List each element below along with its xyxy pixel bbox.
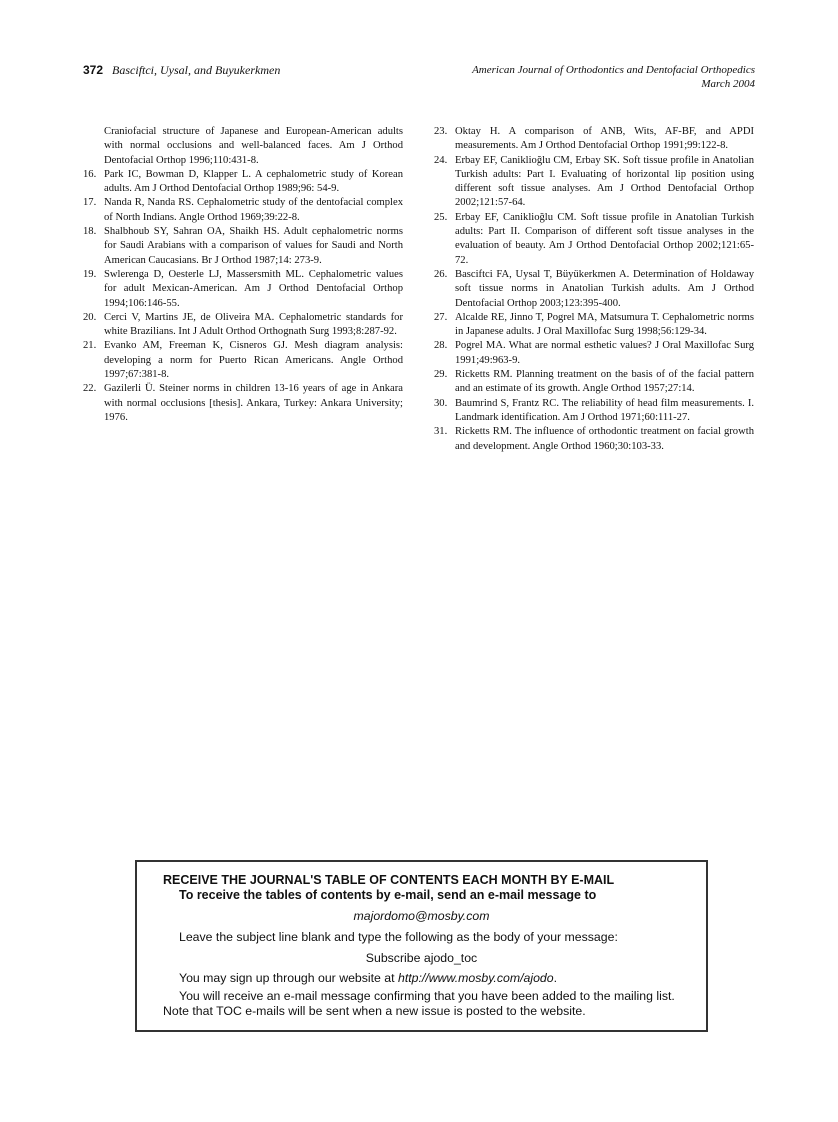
reference-text: Alcalde RE, Jinno T, Pogrel MA, Matsumura T. Cephalometric norms in Japanese adults. J Oral Maxillofac Surg 1998;56:129-34.: [455, 311, 754, 338]
reference-text: Erbay EF, Caniklioğlu CM, Erbay SK. Soft tissue profile in Anatolian Turkish adults: Part I. Evaluating of horizontal lip position using different soft tissue analyses. Am J Orthod Dentofacial Orthop 2002;121:57-64.: [455, 154, 754, 209]
reference-item: [434, 268, 754, 311]
website-prefix: You may sign up through our website at: [179, 971, 398, 985]
reference-text: Gazilerli Ü. Steiner norms in children 13-16 years of age in Ankara with normal occlusions [thesis]. Ankara, Turkey: Ankara University; 1976.: [104, 383, 403, 423]
reference-item: [434, 339, 754, 368]
reference-number: 26.: [434, 268, 448, 280]
reference-text: Erbay EF, Caniklioğlu CM. Soft tissue profile in Anatolian Turkish adults: Part II. Comparison of different soft tissue analyses in the evaluation of beauty. Am J Orthod Dentofacial Orthop 2002;121:65-72.: [455, 211, 754, 266]
reference-item: [434, 311, 754, 340]
issue-date: March 2004: [701, 78, 755, 90]
reference-item: [434, 125, 754, 154]
reference-item: [83, 196, 403, 225]
reference-number: 31.: [434, 426, 448, 438]
reference-text: Craniofacial structure of Japanese and European-American adults with normal occlusions and well-balanced faces. Am J Orthod Dentofacial Orthop 1996;110:431-8.: [104, 126, 403, 166]
instruction-text: Leave the subject line blank and type the following as the body of your message:: [179, 930, 618, 944]
box-subtitle: To receive the tables of contents by e-mail, send an e-mail message to: [179, 888, 597, 902]
website-line: [179, 971, 557, 985]
references-left-column: [83, 125, 403, 425]
reference-item: [83, 268, 403, 311]
reference-text: Basciftci FA, Uysal T, Büyükerkmen A. Determination of Holdaway soft tissue norms in Anatolian Turkish adults. Am J Orthod Dentofacial Orthop 2003;123:395-400.: [455, 268, 754, 309]
reference-number: 24.: [434, 154, 448, 166]
website-suffix: .: [553, 971, 558, 985]
reference-item: [83, 225, 403, 268]
reference-item: [83, 125, 403, 168]
confirmation-text: You will receive an e-mail message confirming that you have been added to the mailing list. Note that TOC e-mails will be sent when a new issue is posted to the website.: [163, 989, 675, 1018]
reference-item: [83, 311, 403, 340]
journal-title: American Journal of Orthodontics and Dentofacial Orthopedics: [472, 64, 755, 76]
reference-number: 29.: [434, 369, 448, 381]
toc-email-box: [135, 860, 708, 1032]
reference-text: Ricketts RM. The influence of orthodontic treatment on facial growth and development. Angle Orthod 1960;30:103-33.: [455, 426, 754, 452]
reference-text: Evanko AM, Freeman K, Cisneros GJ. Mesh diagram analysis: developing a norm for Puerto Rican Americans. Angle Orthod 1997;67:381-8.: [104, 340, 403, 381]
reference-number: 20.: [83, 311, 97, 323]
page-number: 372: [83, 63, 104, 77]
reference-number: 23.: [434, 126, 448, 137]
email-address[interactable]: majordomo@mosby.com: [353, 909, 490, 923]
reference-text: Park IC, Bowman D, Klapper L. A cephalometric study of Korean adults. Am J Orthod Dentofacial Orthop 1989;96: 54-9.: [104, 168, 403, 195]
reference-item: [434, 154, 754, 211]
reference-number: 21.: [83, 340, 97, 352]
reference-number: 17.: [83, 197, 97, 209]
reference-item: [434, 397, 754, 426]
authors: Basciftci, Uysal, and Buyukerkmen: [112, 63, 281, 77]
reference-text: Nanda R, Nanda RS. Cephalometric study of the dentofacial complex of North Indians. Angle Orthod 1969;39:22-8.: [104, 197, 403, 223]
reference-text: Cerci V, Martins JE, de Oliveira MA. Cephalometric standards for white Brazilians. Int J Adult Orthod Orthognath Surg 1993;8:287-92.: [104, 311, 403, 338]
reference-text: Pogrel MA. What are normal esthetic values? J Oral Maxillofac Surg 1991;49:963-9.: [455, 340, 754, 366]
references-right-column: [434, 125, 754, 454]
reference-text: Baumrind S, Frantz RC. The reliability of head film measurements. I. Landmark identification. Am J Orthod 1971;60:111-27.: [455, 397, 754, 423]
reference-number: 16.: [83, 168, 97, 180]
reference-item: [83, 168, 403, 197]
subscribe-command: Subscribe ajodo_toc: [365, 951, 478, 965]
reference-number: 28.: [434, 340, 448, 352]
reference-item: [83, 339, 403, 382]
running-header-right: [472, 63, 755, 91]
reference-number: 25.: [434, 211, 448, 223]
reference-number: 22.: [83, 383, 97, 395]
reference-text: Oktay H. A comparison of ANB, Wits, AF-BF, and APDI measurements. Am J Orthod Dentofacial Orthop 1991;99:122-8.: [455, 126, 754, 152]
reference-number: 27.: [434, 311, 448, 323]
reference-text: Shalbhoub SY, Sahran OA, Shaikh HS. Adult cephalometric norms for Saudi Arabians with a comparison of values for Saudi and North American Caucasians. Br J Orthod 1987;14: 273-9.: [104, 226, 403, 266]
reference-number: 18.: [83, 226, 97, 238]
reference-number: 19.: [83, 268, 97, 280]
box-title: RECEIVE THE JOURNAL'S TABLE OF CONTENTS EACH MONTH BY E-MAIL: [163, 873, 615, 887]
running-header-left: [83, 63, 280, 78]
reference-item: [434, 425, 754, 454]
reference-item: [434, 211, 754, 268]
website-link[interactable]: http://www.mosby.com/ajodo: [397, 971, 554, 985]
reference-item: [83, 382, 403, 425]
reference-item: [434, 368, 754, 397]
reference-text: Swlerenga D, Oesterle LJ, Massersmith ML. Cephalometric values for adult Mexican-American. Am J Orthod Dentofacial Orthop 1994;106:146-55.: [104, 268, 403, 309]
reference-text: Ricketts RM. Planning treatment on the basis of of the facial pattern and an estimate of its growth. Angle Orthod 1957;27:14.: [455, 369, 754, 395]
reference-number: 30.: [434, 397, 448, 409]
